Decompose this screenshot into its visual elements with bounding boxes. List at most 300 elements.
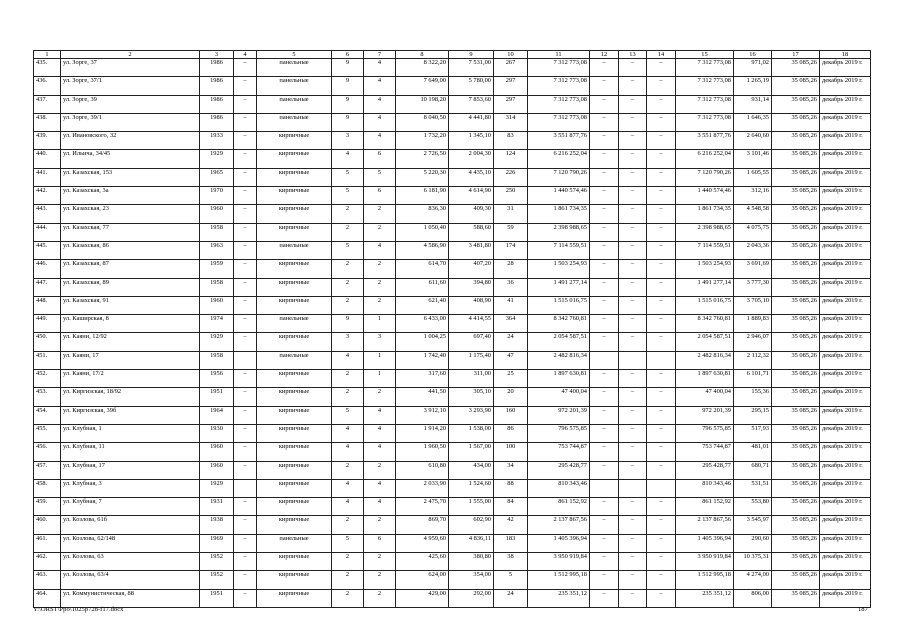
cell-entrances: 4 bbox=[364, 443, 396, 461]
cell-col12: – bbox=[590, 77, 619, 95]
cell-floors: 9 bbox=[332, 59, 364, 77]
cell-row-number: 462. bbox=[34, 553, 61, 571]
cell-col4 bbox=[234, 479, 257, 497]
cell-year: 1959 bbox=[200, 260, 234, 278]
cell-entrances: 2 bbox=[364, 260, 396, 278]
cell-col14: – bbox=[647, 370, 676, 388]
cell-year: 1958 bbox=[200, 278, 234, 296]
cell-total-cost: 7 312 773,08 bbox=[676, 95, 734, 113]
cell-max-cost: 35 085,26 bbox=[772, 278, 820, 296]
cell-wall-material: панельные bbox=[257, 241, 332, 259]
column-header-2: 2 bbox=[61, 51, 200, 59]
cell-floors: 2 bbox=[332, 461, 364, 479]
cell-cost-per-m2: 481,01 bbox=[734, 443, 772, 461]
cell-row-number: 456. bbox=[34, 443, 61, 461]
cell-col14: – bbox=[647, 223, 676, 241]
cell-col4: – bbox=[234, 260, 257, 278]
cell-col12: – bbox=[590, 241, 619, 259]
cell-residents: 364 bbox=[494, 315, 528, 333]
cell-cost: 2 482 816,34 bbox=[528, 351, 590, 369]
cell-total-area: 6 181,90 bbox=[396, 187, 449, 205]
cell-address: ул. Клубная, 11 bbox=[61, 443, 200, 461]
cell-wall-material: кирпичные bbox=[257, 150, 332, 168]
cell-total-cost: 47 400,04 bbox=[676, 388, 734, 406]
table-row bbox=[34, 443, 871, 461]
cell-living-area: 602,90 bbox=[449, 516, 494, 534]
cell-address: ул. Казахская, 3а bbox=[61, 187, 200, 205]
cell-completion-date: декабрь 2019 г. bbox=[820, 278, 871, 296]
cell-total-cost: 7 312 773,08 bbox=[676, 77, 734, 95]
cell-year: 1986 bbox=[200, 59, 234, 77]
cell-col14: – bbox=[647, 113, 676, 131]
cell-address: ул. Казахская, 153 bbox=[61, 168, 200, 186]
cell-entrances: 4 bbox=[364, 498, 396, 516]
cell-floors: 2 bbox=[332, 223, 364, 241]
cell-col4: – bbox=[234, 59, 257, 77]
cell-col4: – bbox=[234, 296, 257, 314]
column-header-13: 13 bbox=[619, 51, 647, 59]
column-header-8: 8 bbox=[396, 51, 449, 59]
cell-wall-material: кирпичные bbox=[257, 424, 332, 442]
cell-max-cost: 35 085,26 bbox=[772, 132, 820, 150]
cell-max-cost: 35 085,26 bbox=[772, 168, 820, 186]
cell-completion-date: декабрь 2019 г. bbox=[820, 241, 871, 259]
cell-year: 1960 bbox=[200, 443, 234, 461]
cell-col13: – bbox=[619, 168, 647, 186]
cell-residents: 250 bbox=[494, 187, 528, 205]
cell-cost: 796 575,85 bbox=[528, 424, 590, 442]
cell-col4: – bbox=[234, 370, 257, 388]
cell-col14: – bbox=[647, 516, 676, 534]
table-row bbox=[34, 260, 871, 278]
cell-floors: 2 bbox=[332, 205, 364, 223]
cell-max-cost: 35 085,26 bbox=[772, 260, 820, 278]
cell-col4: – bbox=[234, 461, 257, 479]
cell-col13: – bbox=[619, 223, 647, 241]
cell-col13: – bbox=[619, 241, 647, 259]
cell-max-cost: 35 085,26 bbox=[772, 241, 820, 259]
cell-floors: 2 bbox=[332, 589, 364, 607]
cell-total-cost: 7 114 559,51 bbox=[676, 241, 734, 259]
cell-max-cost: 35 085,26 bbox=[772, 95, 820, 113]
cell-total-area: 624,00 bbox=[396, 571, 449, 589]
cell-completion-date: декабрь 2019 г. bbox=[820, 223, 871, 241]
cell-residents: 31 bbox=[494, 205, 528, 223]
cell-max-cost: 35 085,26 bbox=[772, 589, 820, 607]
cell-col12: – bbox=[590, 95, 619, 113]
cell-wall-material: кирпичные bbox=[257, 333, 332, 351]
cell-total-cost: 861 152,92 bbox=[676, 498, 734, 516]
cell-residents: 314 bbox=[494, 113, 528, 131]
cell-completion-date: декабрь 2019 г. bbox=[820, 516, 871, 534]
cell-address: ул. Козлова, 62/148 bbox=[61, 534, 200, 552]
cell-total-area: 1 742,40 bbox=[396, 351, 449, 369]
cell-living-area: 1 345,10 bbox=[449, 132, 494, 150]
cell-max-cost: 35 085,26 bbox=[772, 296, 820, 314]
cell-residents: 38 bbox=[494, 553, 528, 571]
cell-completion-date: декабрь 2019 г. bbox=[820, 296, 871, 314]
cell-entrances: 4 bbox=[364, 479, 396, 497]
cell-address: ул. Каяни, 17/2 bbox=[61, 370, 200, 388]
cell-residents: 84 bbox=[494, 498, 528, 516]
cell-col14: – bbox=[647, 132, 676, 150]
table-row bbox=[34, 589, 871, 607]
table-row bbox=[34, 168, 871, 186]
cell-living-area: 1 555,00 bbox=[449, 498, 494, 516]
cell-address: ул. Казахская, 86 bbox=[61, 241, 200, 259]
cell-col4: – bbox=[234, 77, 257, 95]
cell-cost-per-m2: 2 946,07 bbox=[734, 333, 772, 351]
cell-floors: 3 bbox=[332, 132, 364, 150]
cell-col12: – bbox=[590, 388, 619, 406]
cell-cost: 7 312 773,08 bbox=[528, 77, 590, 95]
cell-col4: – bbox=[234, 113, 257, 131]
cell-residents: 297 bbox=[494, 95, 528, 113]
column-header-12: 12 bbox=[590, 51, 619, 59]
cell-total-area: 5 220,30 bbox=[396, 168, 449, 186]
cell-year: 1951 bbox=[200, 388, 234, 406]
cell-row-number: 439. bbox=[34, 132, 61, 150]
cell-wall-material: кирпичные bbox=[257, 370, 332, 388]
cell-living-area: 2 004,30 bbox=[449, 150, 494, 168]
cell-address: ул. Зорге, 39 bbox=[61, 95, 200, 113]
cell-max-cost: 35 085,26 bbox=[772, 479, 820, 497]
cell-col14: – bbox=[647, 553, 676, 571]
cell-max-cost: 35 085,26 bbox=[772, 498, 820, 516]
cell-cost-per-m2: 10 375,31 bbox=[734, 553, 772, 571]
cell-col13: – bbox=[619, 59, 647, 77]
table-row bbox=[34, 351, 871, 369]
cell-year: 1965 bbox=[200, 168, 234, 186]
cell-living-area: 1 538,00 bbox=[449, 424, 494, 442]
cell-wall-material: кирпичные bbox=[257, 461, 332, 479]
cell-wall-material: кирпичные bbox=[257, 278, 332, 296]
cell-year: 1964 bbox=[200, 406, 234, 424]
cell-col14: – bbox=[647, 296, 676, 314]
cell-total-area: 611,60 bbox=[396, 278, 449, 296]
cell-row-number: 460. bbox=[34, 516, 61, 534]
cell-col14: – bbox=[647, 187, 676, 205]
cell-year: 1952 bbox=[200, 571, 234, 589]
cell-col12: – bbox=[590, 278, 619, 296]
cell-address: ул. Козлова, 63 bbox=[61, 553, 200, 571]
cell-col4: – bbox=[234, 187, 257, 205]
cell-max-cost: 35 085,26 bbox=[772, 443, 820, 461]
cell-col12: – bbox=[590, 168, 619, 186]
cell-entrances: 2 bbox=[364, 223, 396, 241]
cell-address: ул. Казахская, 91 bbox=[61, 296, 200, 314]
cell-entrances: 5 bbox=[364, 168, 396, 186]
cell-completion-date: декабрь 2019 г. bbox=[820, 534, 871, 552]
cell-living-area: 305,10 bbox=[449, 388, 494, 406]
cell-total-cost: 3 950 919,84 bbox=[676, 553, 734, 571]
cell-total-area: 317,60 bbox=[396, 370, 449, 388]
cell-cost: 1 512 995,18 bbox=[528, 571, 590, 589]
cell-col14: – bbox=[647, 77, 676, 95]
cell-entrances: 1 bbox=[364, 370, 396, 388]
cell-completion-date: декабрь 2019 г. bbox=[820, 315, 871, 333]
cell-address: ул. Козлова, 63/4 bbox=[61, 571, 200, 589]
cell-residents: 226 bbox=[494, 168, 528, 186]
cell-residents: 34 bbox=[494, 461, 528, 479]
table-row bbox=[34, 95, 871, 113]
cell-completion-date: декабрь 2019 г. bbox=[820, 424, 871, 442]
table-row bbox=[34, 205, 871, 223]
cell-max-cost: 35 085,26 bbox=[772, 516, 820, 534]
cell-year: 1958 bbox=[200, 223, 234, 241]
cell-address: ул. Каширская, 8 bbox=[61, 315, 200, 333]
cell-address: ул. Ивановского, 32 bbox=[61, 132, 200, 150]
cell-col12: – bbox=[590, 461, 619, 479]
table-row bbox=[34, 132, 871, 150]
cell-col14: – bbox=[647, 461, 676, 479]
column-header-11: 11 bbox=[528, 51, 590, 59]
cell-entrances: 4 bbox=[364, 132, 396, 150]
cell-residents: 59 bbox=[494, 223, 528, 241]
cell-cost: 1 861 734,35 bbox=[528, 205, 590, 223]
cell-row-number: 452. bbox=[34, 370, 61, 388]
cell-row-number: 440. bbox=[34, 150, 61, 168]
cell-year: 1960 bbox=[200, 205, 234, 223]
cell-wall-material: кирпичные bbox=[257, 516, 332, 534]
cell-residents: 20 bbox=[494, 388, 528, 406]
cell-living-area: 3 293,90 bbox=[449, 406, 494, 424]
cell-residents: 86 bbox=[494, 424, 528, 442]
table-row bbox=[34, 553, 871, 571]
cell-cost: 7 120 790,26 bbox=[528, 168, 590, 186]
cell-max-cost: 35 085,26 bbox=[772, 223, 820, 241]
cell-col4: – bbox=[234, 589, 257, 607]
cell-row-number: 453. bbox=[34, 388, 61, 406]
cell-cost: 1 897 630,81 bbox=[528, 370, 590, 388]
cell-cost: 235 351,12 bbox=[528, 589, 590, 607]
cell-cost: 753 744,87 bbox=[528, 443, 590, 461]
cell-cost-per-m2: 3 101,46 bbox=[734, 150, 772, 168]
cell-col14: – bbox=[647, 278, 676, 296]
cell-wall-material: панельные bbox=[257, 351, 332, 369]
cell-total-cost: 7 120 790,26 bbox=[676, 168, 734, 186]
cell-cost-per-m2: 2 640,60 bbox=[734, 132, 772, 150]
cell-wall-material: кирпичные bbox=[257, 406, 332, 424]
cell-wall-material: кирпичные bbox=[257, 132, 332, 150]
cell-cost: 8 342 760,81 bbox=[528, 315, 590, 333]
cell-row-number: 445. bbox=[34, 241, 61, 259]
cell-total-area: 441,50 bbox=[396, 388, 449, 406]
cell-address: ул. Клубная, 3 bbox=[61, 479, 200, 497]
cell-col12: – bbox=[590, 205, 619, 223]
cell-residents: 5 bbox=[494, 571, 528, 589]
column-header-1: 1 bbox=[34, 51, 61, 59]
table-row bbox=[34, 424, 871, 442]
cell-living-area: 380,80 bbox=[449, 553, 494, 571]
cell-col13: – bbox=[619, 498, 647, 516]
table-row bbox=[34, 461, 871, 479]
cell-col4: – bbox=[234, 241, 257, 259]
cell-wall-material: кирпичные bbox=[257, 187, 332, 205]
cell-completion-date: декабрь 2019 г. bbox=[820, 150, 871, 168]
cell-cost-per-m2: 3 691,69 bbox=[734, 260, 772, 278]
cell-entrances: 2 bbox=[364, 516, 396, 534]
cell-max-cost: 35 085,26 bbox=[772, 571, 820, 589]
cell-wall-material: панельные bbox=[257, 77, 332, 95]
cell-col4: – bbox=[234, 406, 257, 424]
table-row bbox=[34, 498, 871, 516]
cell-residents: 24 bbox=[494, 589, 528, 607]
cell-cost-per-m2: 931,14 bbox=[734, 95, 772, 113]
cell-completion-date: декабрь 2019 г. bbox=[820, 479, 871, 497]
cell-completion-date: декабрь 2019 г. bbox=[820, 571, 871, 589]
cell-max-cost: 35 085,26 bbox=[772, 370, 820, 388]
cell-total-area: 2 033,90 bbox=[396, 479, 449, 497]
footer-file-path: Y:\ORST\Ppo\1025p728-f17.docx bbox=[33, 606, 124, 613]
cell-row-number: 443. bbox=[34, 205, 61, 223]
cell-col12: – bbox=[590, 315, 619, 333]
cell-max-cost: 35 085,26 bbox=[772, 113, 820, 131]
cell-cost-per-m2: 290,60 bbox=[734, 534, 772, 552]
cell-completion-date: декабрь 2019 г. bbox=[820, 461, 871, 479]
cell-max-cost: 35 085,26 bbox=[772, 315, 820, 333]
table-row bbox=[34, 534, 871, 552]
cell-col13: – bbox=[619, 571, 647, 589]
cell-col14: – bbox=[647, 589, 676, 607]
cell-row-number: 464. bbox=[34, 589, 61, 607]
cell-total-area: 425,60 bbox=[396, 553, 449, 571]
cell-completion-date: декабрь 2019 г. bbox=[820, 443, 871, 461]
cell-row-number: 447. bbox=[34, 278, 61, 296]
cell-year: 1930 bbox=[200, 424, 234, 442]
cell-address: ул. Зорге, 37 bbox=[61, 59, 200, 77]
cell-row-number: 450. bbox=[34, 333, 61, 351]
cell-cost: 2 137 867,56 bbox=[528, 516, 590, 534]
cell-col13: – bbox=[619, 406, 647, 424]
cell-floors: 2 bbox=[332, 516, 364, 534]
cell-col14 bbox=[647, 351, 676, 369]
cell-entrances: 4 bbox=[364, 59, 396, 77]
cell-completion-date: декабрь 2019 г. bbox=[820, 168, 871, 186]
cell-cost-per-m2: 3 705,10 bbox=[734, 296, 772, 314]
table-row bbox=[34, 241, 871, 259]
cell-max-cost: 35 085,26 bbox=[772, 424, 820, 442]
cell-living-area: 1 524,60 bbox=[449, 479, 494, 497]
cell-total-area: 869,70 bbox=[396, 516, 449, 534]
column-header-6: 6 bbox=[332, 51, 364, 59]
cell-entrances: 4 bbox=[364, 424, 396, 442]
cell-col12: – bbox=[590, 187, 619, 205]
column-header-7: 7 bbox=[364, 51, 396, 59]
cell-col13: – bbox=[619, 132, 647, 150]
column-header-17: 17 bbox=[772, 51, 820, 59]
cell-total-cost: 3 551 877,76 bbox=[676, 132, 734, 150]
cell-wall-material: кирпичные bbox=[257, 553, 332, 571]
cell-entrances: 2 bbox=[364, 461, 396, 479]
table-row bbox=[34, 516, 871, 534]
cell-cost-per-m2: 4 274,00 bbox=[734, 571, 772, 589]
cell-floors: 4 bbox=[332, 479, 364, 497]
cell-entrances: 4 bbox=[364, 406, 396, 424]
cell-row-number: 448. bbox=[34, 296, 61, 314]
cell-col14: – bbox=[647, 388, 676, 406]
cell-col12: – bbox=[590, 333, 619, 351]
cell-year: 1986 bbox=[200, 77, 234, 95]
cell-cost-per-m2: 1 265,19 bbox=[734, 77, 772, 95]
cell-cost-per-m2: 2 112,32 bbox=[734, 351, 772, 369]
cell-col14: – bbox=[647, 571, 676, 589]
cell-completion-date: декабрь 2019 г. bbox=[820, 95, 871, 113]
cell-completion-date: декабрь 2019 г. bbox=[820, 406, 871, 424]
cell-wall-material: кирпичные bbox=[257, 260, 332, 278]
cell-col14: – bbox=[647, 150, 676, 168]
cell-wall-material: кирпичные bbox=[257, 443, 332, 461]
cell-col13: – bbox=[619, 315, 647, 333]
cell-total-cost: 2 137 867,56 bbox=[676, 516, 734, 534]
cell-wall-material: панельные bbox=[257, 534, 332, 552]
cell-col13: – bbox=[619, 516, 647, 534]
cell-residents: 183 bbox=[494, 534, 528, 552]
cell-col12: – bbox=[590, 370, 619, 388]
cell-cost: 1 515 016,75 bbox=[528, 296, 590, 314]
cell-max-cost: 35 085,26 bbox=[772, 150, 820, 168]
cell-address: ул. Клубная, 1 bbox=[61, 424, 200, 442]
cell-completion-date: декабрь 2019 г. bbox=[820, 113, 871, 131]
cell-year: 1960 bbox=[200, 296, 234, 314]
cell-col12: – bbox=[590, 498, 619, 516]
cell-cost-per-m2: 971,02 bbox=[734, 59, 772, 77]
cell-total-area: 429,00 bbox=[396, 589, 449, 607]
cell-col12: – bbox=[590, 589, 619, 607]
cell-floors: 9 bbox=[332, 95, 364, 113]
cell-cost: 810 343,46 bbox=[528, 479, 590, 497]
cell-living-area: 1 567,00 bbox=[449, 443, 494, 461]
cell-cost-per-m2: 1 889,83 bbox=[734, 315, 772, 333]
cell-address: ул. Клубная, 7 bbox=[61, 498, 200, 516]
cell-completion-date: декабрь 2019 г. bbox=[820, 77, 871, 95]
cell-cost-per-m2: 3 777,30 bbox=[734, 278, 772, 296]
cell-floors: 4 bbox=[332, 424, 364, 442]
cell-total-area: 1 732,20 bbox=[396, 132, 449, 150]
cell-col13: – bbox=[619, 113, 647, 131]
cell-entrances: 4 bbox=[364, 241, 396, 259]
cell-col14: – bbox=[647, 95, 676, 113]
cell-col14: – bbox=[647, 534, 676, 552]
cell-wall-material: кирпичные bbox=[257, 571, 332, 589]
cell-entrances: 6 bbox=[364, 150, 396, 168]
cell-residents: 174 bbox=[494, 241, 528, 259]
cell-total-area: 2 726,50 bbox=[396, 150, 449, 168]
cell-living-area: 4 441,80 bbox=[449, 113, 494, 131]
cell-year: 1951 bbox=[200, 589, 234, 607]
cell-floors: 5 bbox=[332, 241, 364, 259]
cell-total-area: 7 649,00 bbox=[396, 77, 449, 95]
cell-col13 bbox=[619, 479, 647, 497]
cell-living-area: 408,90 bbox=[449, 296, 494, 314]
cell-entrances: 2 bbox=[364, 388, 396, 406]
cell-col4: – bbox=[234, 205, 257, 223]
cell-floors: 2 bbox=[332, 571, 364, 589]
table-row bbox=[34, 296, 871, 314]
cell-wall-material: кирпичные bbox=[257, 388, 332, 406]
cell-row-number: 438. bbox=[34, 113, 61, 131]
cell-col4: – bbox=[234, 553, 257, 571]
cell-living-area: 394,80 bbox=[449, 278, 494, 296]
cell-residents: 24 bbox=[494, 333, 528, 351]
column-header-16: 16 bbox=[734, 51, 772, 59]
cell-col13: – bbox=[619, 205, 647, 223]
table-row bbox=[34, 187, 871, 205]
cell-col4: – bbox=[234, 498, 257, 516]
cell-wall-material: кирпичные bbox=[257, 223, 332, 241]
cell-col14: – bbox=[647, 424, 676, 442]
cell-col12: – bbox=[590, 260, 619, 278]
